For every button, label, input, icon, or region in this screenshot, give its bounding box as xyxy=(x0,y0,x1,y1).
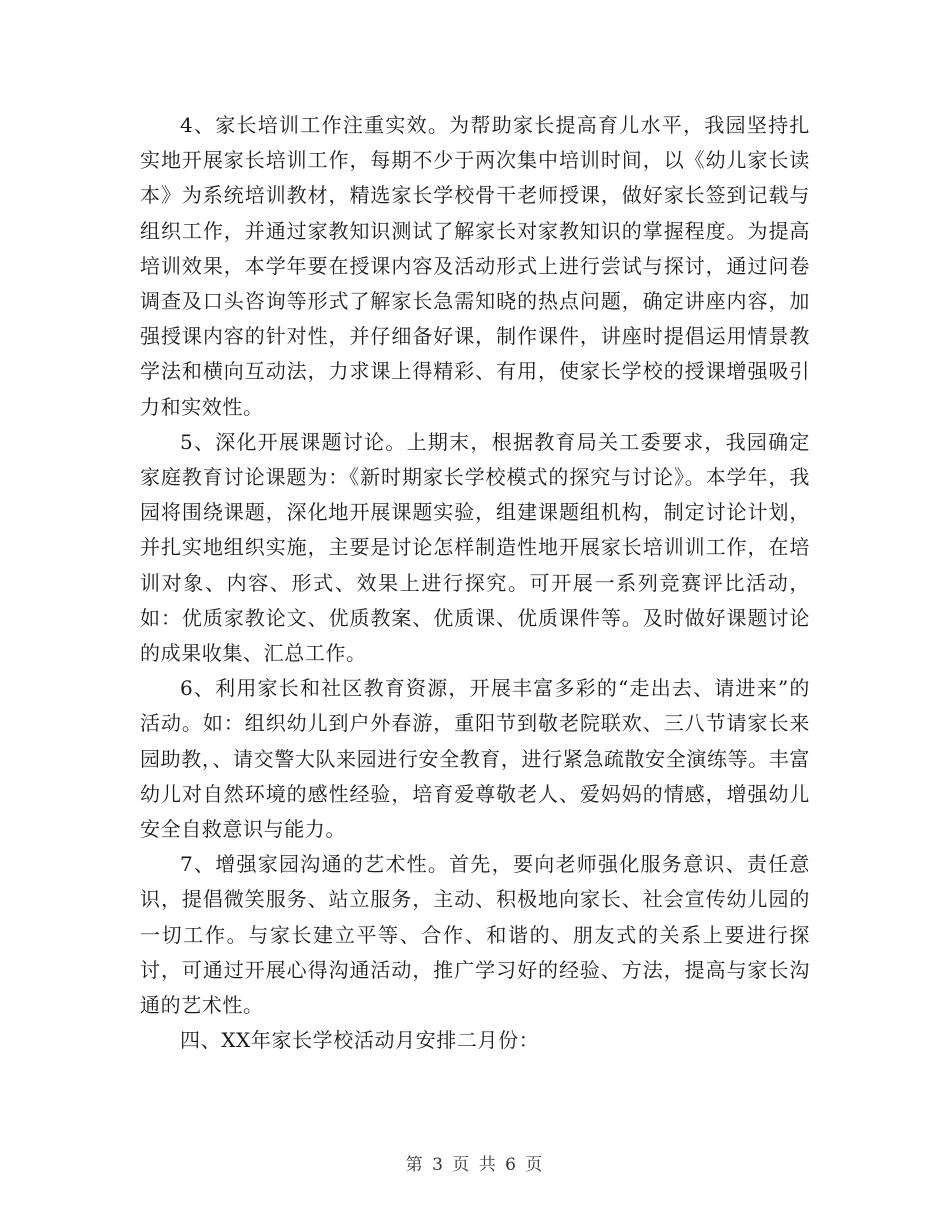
paragraph-community-resources: 6、利用家长和社区教育资源，开展丰富多彩的“走出去、请进来”的活动。如：组织幼儿到户外春游，重阳节到敬老院联欢、三八节请家长来园助教，、请交警大队来园进行安全教育，进行紧急疏散安全演练等。丰富幼儿对自然环境的感性经验，培育爱尊敬老人、爱妈妈的情感，增强幼儿安全自救意识与能力。 xyxy=(140,676,810,842)
paragraph-research-topic: 5、深化开展课题讨论。上期末，根据教育局关工委要求，我园确定家庭教育讨论课题为：《新时期家长学校模式的探究与讨论》。本学年，我园将围绕课题，深化地开展课题实验，组建课题组机构，制定讨论计划，并扎实地组织实施，主要是讨论怎样制造性地开展家长培训训工作，在培训对象、内容、形式、效果上进行探究。可开展一系列竞赛评比活动，如：优质家教论文、优质教案、优质课、优质课件等。及时做好课题讨论的成果收集、汇总工作。 xyxy=(140,429,810,666)
document-body xyxy=(140,108,810,1058)
paragraph-parent-training: 4、家长培训工作注重实效。为帮助家长提高育儿水平，我园坚持扎实地开展家长培训工作，每期不少于两次集中培训时间，以《幼儿家长读本》为系统培训教材，精选家长学校骨干老师授课，做好家长签到记载与组织工作，并通过家教知识测试了解家长对家教知识的掌握程度。为提高培训效果，本学年要在授课内容及活动形式上进行尝试与探讨，通过问卷调查及口头咨询等形式了解家长急需知晓的热点问题，确定讲座内容，加强授课内容的针对性，并仔细备好课，制作课件，讲座时提倡运用情景教学法和横向互动法，力求课上得精彩、有用，使家长学校的授课增强吸引力和实效性。 xyxy=(140,113,810,419)
paragraph-home-school-communication: 7、增强家园沟通的艺术性。首先，要向老师强化服务意识、责任意识，提倡微笑服务、站立服务，主动、积极地向家长、社会宣传幼儿园的一切工作。与家长建立平等、合作、和谐的、朋友式的关系上要进行探讨，可通过开展心得沟通活动，推广学习好的经验、方法，提高与家长沟通的艺术性。 xyxy=(140,852,810,1018)
section-heading: 四、XX年家长学校活动月安排二月份： xyxy=(180,1028,540,1053)
page-number-footer: 第 3 页 共 6 页 xyxy=(405,1155,545,1175)
